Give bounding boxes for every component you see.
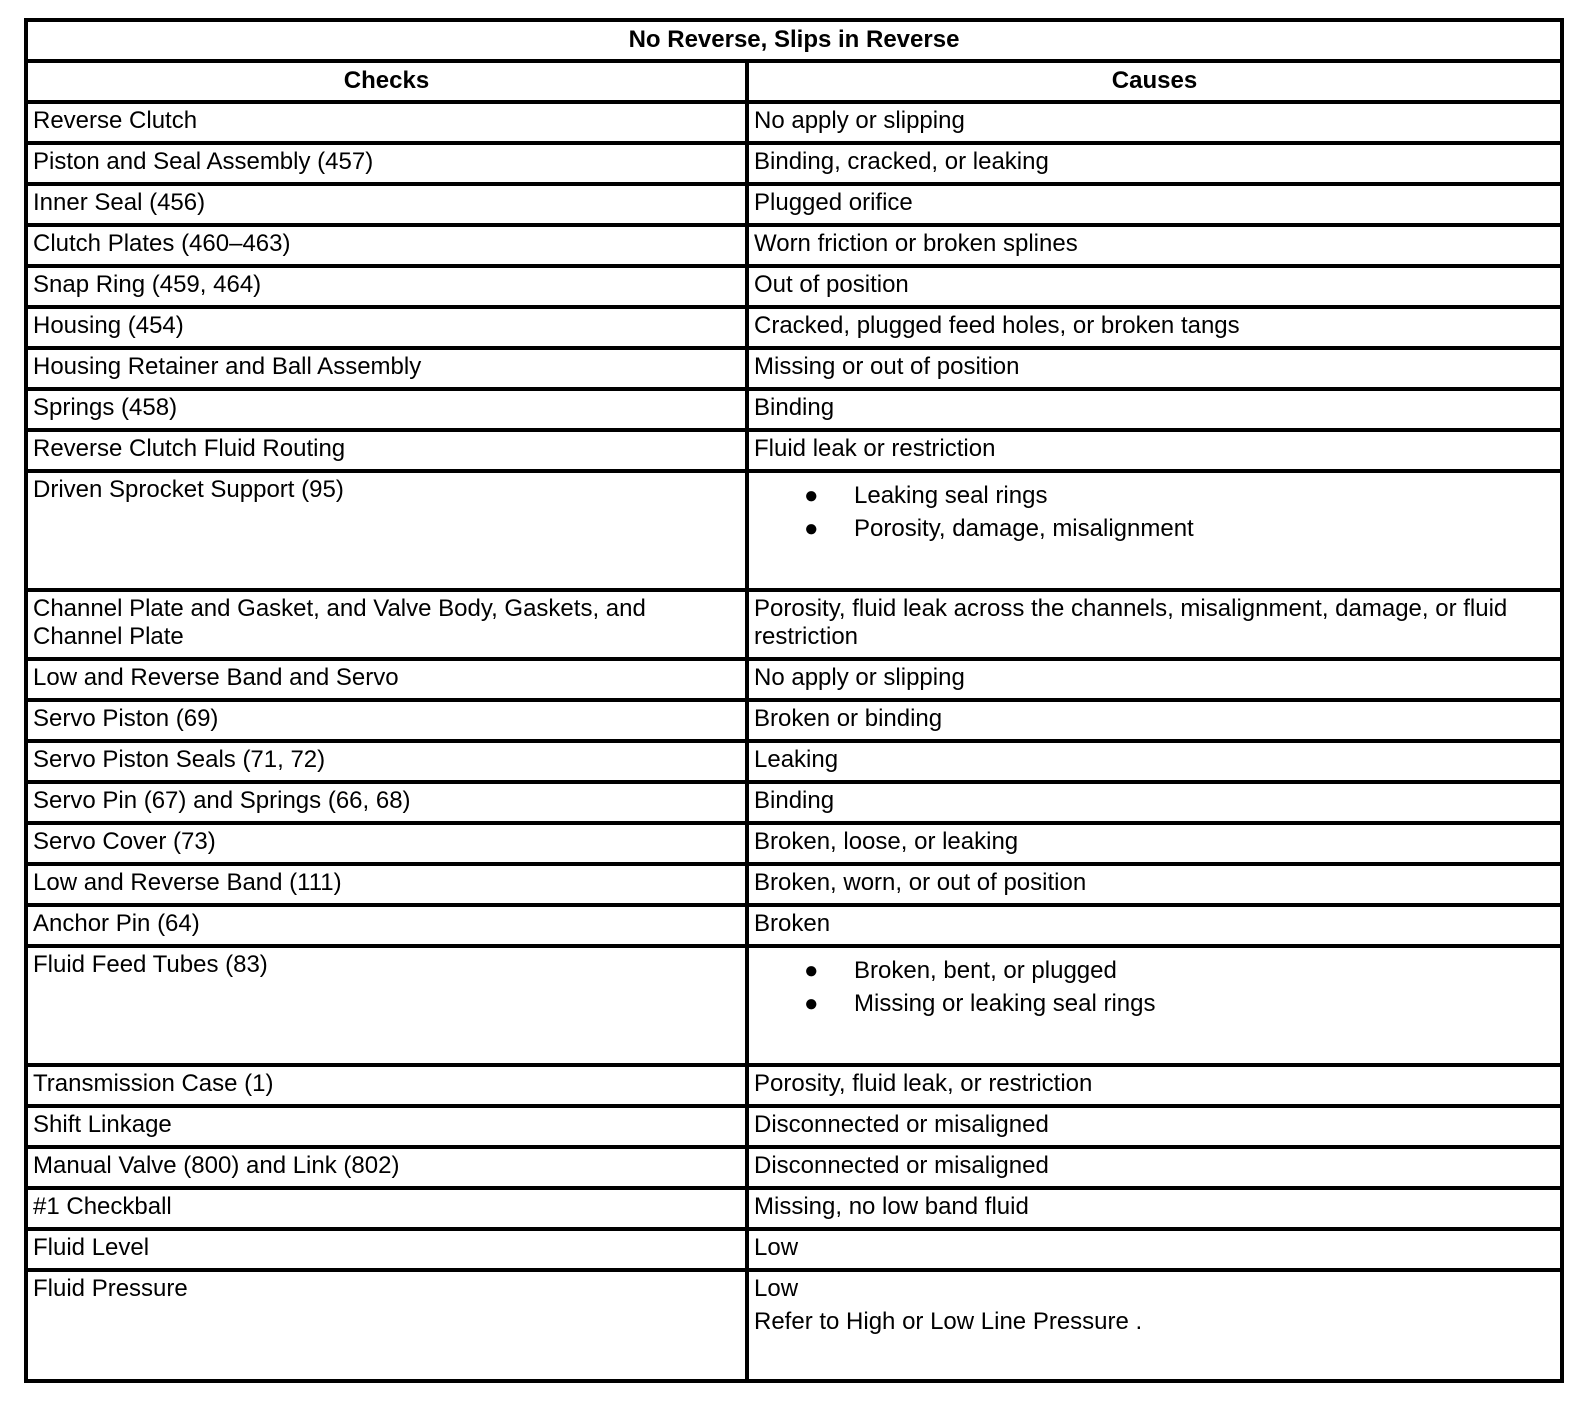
cause-cell: Missing, no low band fluid xyxy=(747,1188,1562,1229)
table-row xyxy=(26,430,1562,471)
table-row xyxy=(26,659,1562,700)
check-cell: Reverse Clutch xyxy=(26,102,747,143)
cause-cell: Low xyxy=(747,1229,1562,1270)
bullet-text: Missing or leaking seal rings xyxy=(854,990,1156,1017)
cause-cell: Cracked, plugged feed holes, or broken tangs xyxy=(747,307,1562,348)
check-cell: Servo Cover (73) xyxy=(26,823,747,864)
cause-cell: Plugged orifice xyxy=(747,184,1562,225)
table-row xyxy=(26,1270,1562,1381)
cause-cell: Binding, cracked, or leaking xyxy=(747,143,1562,184)
bullet-icon: ● xyxy=(804,482,819,509)
bullet-text: Broken, bent, or plugged xyxy=(854,957,1117,984)
cause-cell: Out of position xyxy=(747,266,1562,307)
check-cell: Shift Linkage xyxy=(26,1106,747,1147)
check-cell: Fluid Pressure xyxy=(26,1270,747,1381)
diagnostic-table xyxy=(24,18,1564,1383)
column-header-checks: Checks xyxy=(26,61,747,102)
cause-cell: No apply or slipping xyxy=(747,659,1562,700)
table-row xyxy=(26,143,1562,184)
table-row xyxy=(26,590,1562,659)
column-header-causes: Causes xyxy=(747,61,1562,102)
table-row xyxy=(26,946,1562,1065)
table-row xyxy=(26,225,1562,266)
check-cell: Anchor Pin (64) xyxy=(26,905,747,946)
cause-reference-note: Refer to High or Low Line Pressure . xyxy=(754,1308,1143,1335)
check-cell: Driven Sprocket Support (95) xyxy=(26,471,747,590)
table-row xyxy=(26,348,1562,389)
check-cell: Clutch Plates (460–463) xyxy=(26,225,747,266)
cause-cell: Fluid leak or restriction xyxy=(747,430,1562,471)
table-row xyxy=(26,1106,1562,1147)
table-row xyxy=(26,1229,1562,1270)
table-row xyxy=(26,102,1562,143)
table-title-row xyxy=(26,20,1562,61)
table-row xyxy=(26,307,1562,348)
check-cell: Fluid Level xyxy=(26,1229,747,1270)
check-cell: Transmission Case (1) xyxy=(26,1065,747,1106)
table-title: No Reverse, Slips in Reverse xyxy=(26,20,1562,61)
table-row xyxy=(26,823,1562,864)
table-row xyxy=(26,905,1562,946)
cause-cell xyxy=(747,471,1562,590)
check-cell: Reverse Clutch Fluid Routing xyxy=(26,430,747,471)
table-row xyxy=(26,782,1562,823)
table-row xyxy=(26,1147,1562,1188)
check-cell: Snap Ring (459, 464) xyxy=(26,266,747,307)
cause-cell: Broken, worn, or out of position xyxy=(747,864,1562,905)
table-row xyxy=(26,1065,1562,1106)
cause-cell: Broken, loose, or leaking xyxy=(747,823,1562,864)
cause-cell: Leaking xyxy=(747,741,1562,782)
table-row xyxy=(26,471,1562,590)
cause-bullet-list xyxy=(754,482,1555,543)
check-cell: Channel Plate and Gasket, and Valve Body, Gaskets, and Channel Plate xyxy=(26,590,747,659)
check-cell: Inner Seal (456) xyxy=(26,184,747,225)
check-cell: Low and Reverse Band and Servo xyxy=(26,659,747,700)
check-cell: Housing Retainer and Ball Assembly xyxy=(26,348,747,389)
cause-cell: No apply or slipping xyxy=(747,102,1562,143)
column-header-row xyxy=(26,61,1562,102)
cause-cell xyxy=(747,1270,1562,1381)
table-row xyxy=(26,266,1562,307)
check-cell: Piston and Seal Assembly (457) xyxy=(26,143,747,184)
check-cell: #1 Checkball xyxy=(26,1188,747,1229)
check-cell: Servo Piston (69) xyxy=(26,700,747,741)
cause-cell: Disconnected or misaligned xyxy=(747,1147,1562,1188)
table-row xyxy=(26,184,1562,225)
cause-cell: Broken or binding xyxy=(747,700,1562,741)
check-cell: Springs (458) xyxy=(26,389,747,430)
bullet-icon: ● xyxy=(804,990,819,1017)
check-cell: Fluid Feed Tubes (83) xyxy=(26,946,747,1065)
cause-cell: Missing or out of position xyxy=(747,348,1562,389)
bullet-icon: ● xyxy=(804,515,819,542)
cause-cell: Binding xyxy=(747,389,1562,430)
check-cell: Manual Valve (800) and Link (802) xyxy=(26,1147,747,1188)
table-row xyxy=(26,1188,1562,1229)
cause-cell: Porosity, fluid leak across the channels, misalignment, damage, or fluid restriction xyxy=(747,590,1562,659)
check-cell: Housing (454) xyxy=(26,307,747,348)
table-row xyxy=(26,864,1562,905)
bullet-item xyxy=(754,515,1555,543)
table-row xyxy=(26,700,1562,741)
bullet-item xyxy=(754,482,1555,510)
bullet-item xyxy=(754,990,1555,1018)
cause-bullet-list xyxy=(754,957,1555,1018)
cause-cell xyxy=(747,946,1562,1065)
cause-cell: Disconnected or misaligned xyxy=(747,1106,1562,1147)
table-row xyxy=(26,389,1562,430)
cause-text: Low xyxy=(754,1275,799,1302)
table-row xyxy=(26,741,1562,782)
cause-cell: Worn friction or broken splines xyxy=(747,225,1562,266)
bullet-text: Porosity, damage, misalignment xyxy=(854,515,1194,542)
check-cell: Low and Reverse Band (111) xyxy=(26,864,747,905)
check-cell: Servo Pin (67) and Springs (66, 68) xyxy=(26,782,747,823)
cause-cell: Porosity, fluid leak, or restriction xyxy=(747,1065,1562,1106)
bullet-item xyxy=(754,957,1555,985)
cause-cell: Broken xyxy=(747,905,1562,946)
bullet-text: Leaking seal rings xyxy=(854,482,1048,509)
bullet-icon: ● xyxy=(804,957,819,984)
check-cell: Servo Piston Seals (71, 72) xyxy=(26,741,747,782)
cause-cell: Binding xyxy=(747,782,1562,823)
